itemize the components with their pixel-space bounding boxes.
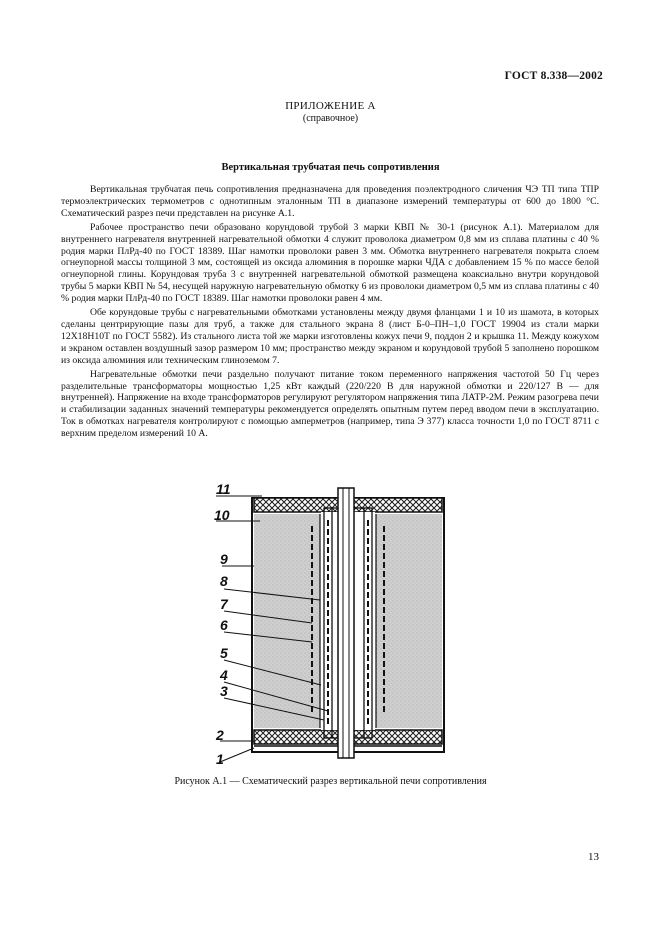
label-6: 6 [220,617,228,633]
paragraph-4: Нагревательные обмотки печи раздельно получают питание током переменного напряжения частотой 50 Гц через разделительные трансформаторы мощностью 1,25 кВт каждый (220/220 В для наружной обмотки и 220/127 В — для внутренней). Напряжение на входе трансформаторов регулируют регулятором напряжения типа ЛАТР-2М. Режим разогрева печи и стабилизации заданных значений температуры рекомендуется определять опытным путем перед вводом печи в эксплуатацию. Ток в обмотках нагревателя контролируют с помощью амперметров (например, типа Э 377) класса точности 1,0 по ГОСТ 8711 с верхним пределом измерений 10 А. [61,368,599,440]
label-10: 10 [214,507,230,523]
label-11: 11 [216,484,231,497]
furnace-diagram [200,484,460,768]
working-channel [338,488,354,758]
standard-number: ГОСТ 8.338—2002 [504,70,603,82]
label-3: 3 [220,683,228,699]
label-7: 7 [220,596,228,612]
document-title: Вертикальная трубчатая печь сопротивления [221,162,440,173]
label-4: 4 [220,667,228,683]
body-text [61,184,599,442]
paragraph-1: Вертикальная трубчатая печь сопротивления предназначена для проведения поэлектродного сличения ЧЭ ТП типа ТПР термоэлектрических термометров с однотипным эталонным ТП в диапазоне измерений температуры от 600 до 1800 °С. Схематический разрез печи представлен на рисунке А.1. [61,184,599,219]
label-9: 9 [220,551,228,567]
label-2: 2 [216,727,224,743]
paragraph-3: Обе корундовые трубы с нагревательными обмотками установлены между двумя фланцами 1 и 10 из шамота, в которых сделаны центрирующие пазы для труб, а также для стального экрана 8 (лист Б-0–ПН–1,0 ГОСТ 19904 из стали марки 12Х18Н10Т по ГОСТ 5582). Из стального листа той же марки изготовлены кожух печи 9, поддон 2 и крышка 11. Между кожухом и экраном оставлен воздушный зазор размером 10 мм; пространство между экраном и корундовой трубой 5 заполнено порошком из оксида алюминия или техническим глиноземом 7. [61,307,599,366]
page-number: 13 [588,851,599,863]
appendix-subtitle: (справочное) [302,113,359,124]
paragraph-2: Рабочее пространство печи образовано корундовой трубой 3 марки КВП № 30-1 (рисунок А.1). Материалом для внутреннего нагревателя внутренней нагревательной обмотки 4 служит проволока диаметром 0,8 мм из сплава платины с 40 % родия марки ПлРд-40 по ГОСТ 18389. Шаг намотки проволоки равен 3 мм. Обмотка внутреннего нагревателя покрыта слоем огнеупорной массы толщиной 3 мм, состоящей из оксида алюминия в порошке марки ЧДА с добавлением 15 % по массе белой огнеупорной глины. Корундовая труба 3 с внутренней нагревательной обмоткой размещена коаксиально внутри корундовой трубы 5 марки КВП № 54, несущей наружную нагревательную обмотку 6 из проволоки диаметром 0,5 мм из сплава платины с 40 % родия марки ПлРд-40 по ГОСТ 18389. Шаг намотки проволоки равен 4 мм. [61,221,599,305]
label-5: 5 [220,645,228,661]
alumina-fill-left [254,514,320,728]
alumina-fill-right [376,514,442,728]
label-1: 1 [216,751,224,767]
figure-caption: Рисунок А.1 — Схематический разрез вертикальной печи сопротивления [174,776,487,787]
label-8: 8 [220,573,228,589]
appendix-title: ПРИЛОЖЕНИЕ А [285,100,376,112]
